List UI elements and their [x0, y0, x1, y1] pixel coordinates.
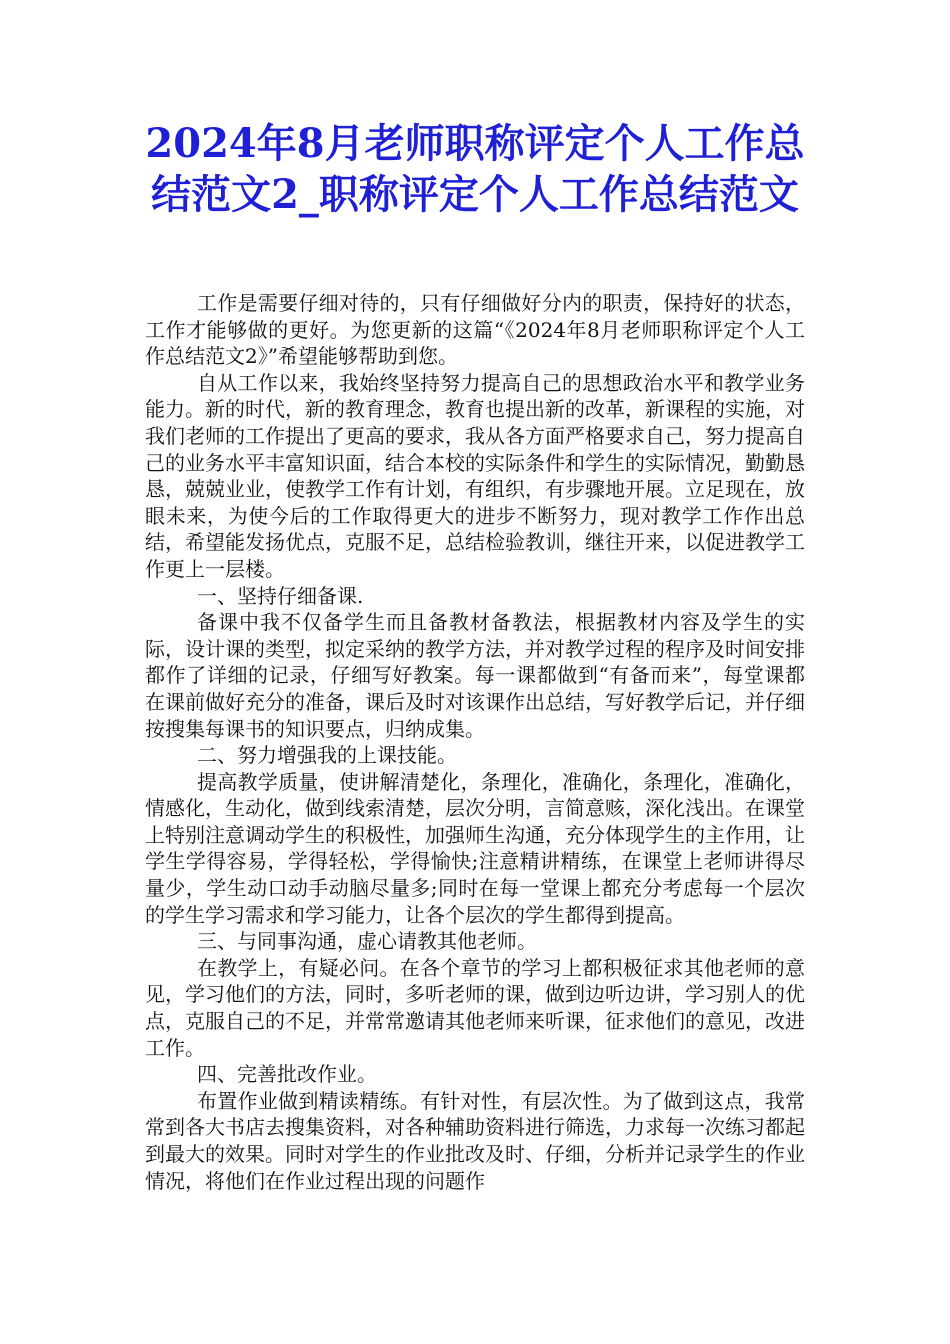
- section-heading-4: 四、完善批改作业。: [197, 1062, 377, 1087]
- paragraph-section-2: 提高教学质量，使讲解清楚化，条理化，准确化，条理化，准确化，情感化，生动化，做到线索清楚，层次分明，言简意赅，深化浅出。在课堂上特别注意调动学生的积极性，加强师生沟通，充分体现学生的主作用，让学生学得容易，学得轻松，学得愉快;注意精讲精练，在课堂上老师讲得尽量少，学生动口动手动脑尽量多;同时在每一堂课上都充分考虑每一个层次的学生学习需求和学习能力，让各个层次的学生都得到提高。: [145, 769, 805, 927]
- section-heading-3: 三、与同事沟通，虚心请教其他老师。: [197, 929, 537, 954]
- paragraph-section-1: 备课中我不仅备学生而且备教材备教法，根据教材内容及学生的实际，设计课的类型，拟定采纳的教学方法，并对教学过程的程序及时间安排都作了详细的记录，仔细写好教案。每一课都做到“有备而来”，每堂课都在课前做好充分的准备，课后及时对该课作出总结，写好教学后记，并仔细按搜集每课书的知识要点，归纳成集。: [145, 610, 805, 741]
- paragraph-section-4: 布置作业做到精读精练。有针对性，有层次性。为了做到这点，我常常到各大书店去搜集资料，对各种辅助资料进行筛选，力求每一次练习都起到最大的效果。同时对学生的作业批改及时、仔细，分析并记录学生的作业情况，将他们在作业过程出现的问题作: [145, 1088, 805, 1193]
- document-title: 2024年8月老师职称评定个人工作总结范文2_职称评定个人工作总结范文: [145, 120, 805, 218]
- section-heading-1: 一、坚持仔细备课.: [197, 583, 364, 608]
- paragraph-overview: 自从工作以来，我始终坚持努力提高自己的思想政治水平和教学业务能力。新的时代，新的教育理念，教育也提出新的改革，新课程的实施，对我们老师的工作提出了更高的要求，我从各方面严格要求自己，努力提高自己的业务水平丰富知识面，结合本校的实际条件和学生的实际情况，勤勤恳恳，兢兢业业，使教学工作有计划，有组织，有步骤地开展。立足现在，放眼未来，为使今后的工作取得更大的进步不断努力，现对教学工作作出总结，希望能发扬优点，克服不足，总结检验教训，继往开来，以促进教学工作更上一层楼。: [145, 370, 805, 581]
- section-heading-2: 二、努力增强我的上课技能。: [197, 743, 457, 768]
- paragraph-section-3: 在教学上，有疑必问。在各个章节的学习上都积极征求其他老师的意见，学习他们的方法，同时，多听老师的课，做到边听边讲，学习别人的优点，克服自己的不足，并常常邀请其他老师来听课，征求他们的意见，改进工作。: [145, 955, 805, 1060]
- paragraph-intro: 工作是需要仔细对待的，只有仔细做好分内的职责，保持好的状态，工作才能够做的更好。为您更新的这篇“《2024年8月老师职称评定个人工作总结范文2》”希望能够帮助到您。: [145, 291, 805, 369]
- document-body: [145, 290, 805, 1194]
